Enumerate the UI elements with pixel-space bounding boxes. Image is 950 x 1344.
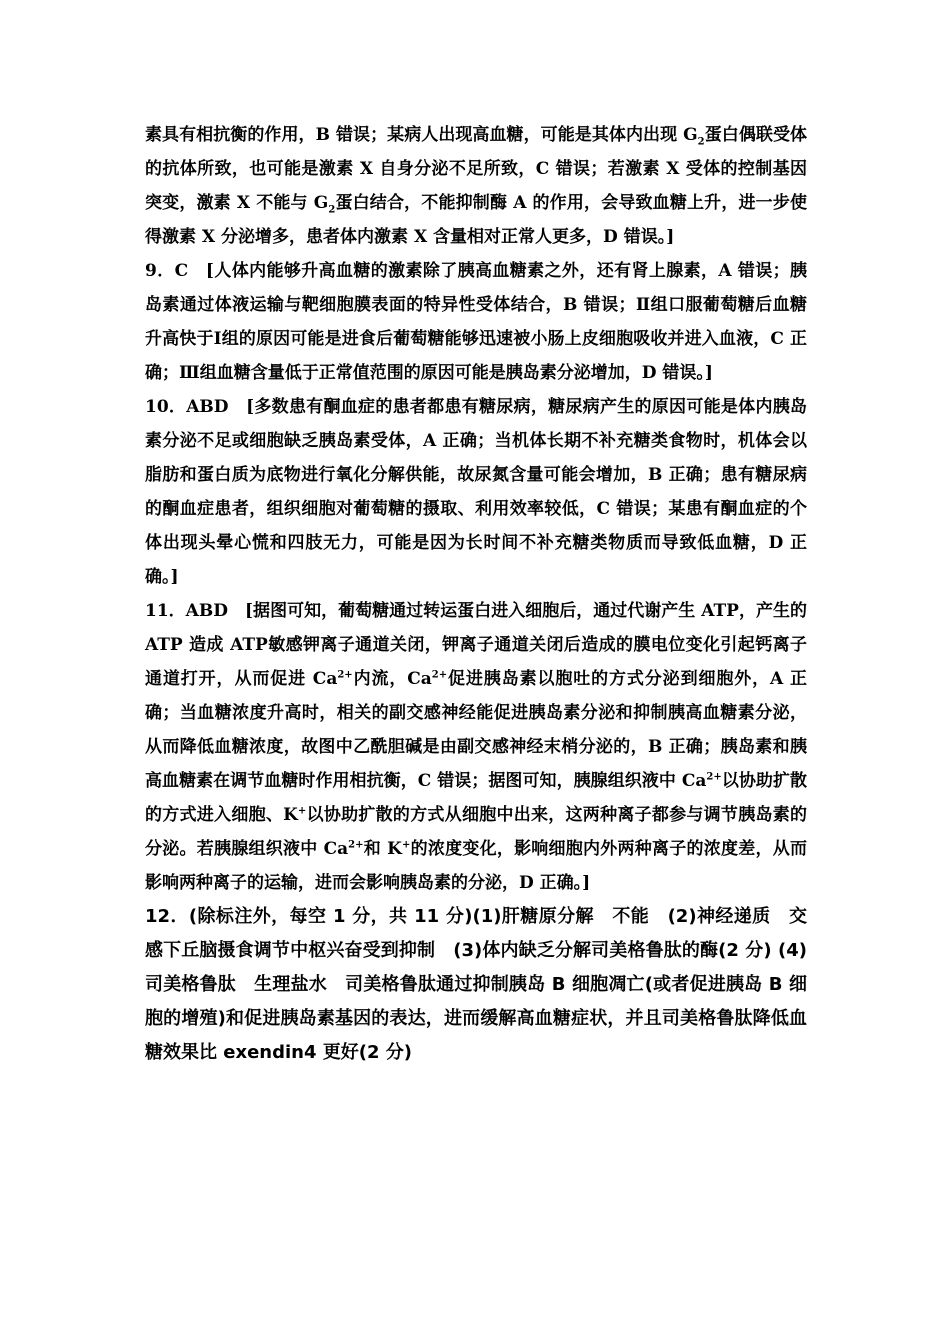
paragraph-text: 促进胰岛素以胞吐的方式分泌到细胞外，A 正确；当血糖浓度升高时，相关的副交感神经能促进胰岛素分泌和抑制胰高血糖素分泌，从而降低血糖浓度，故图中乙酰胆碱是由副交感神经末梢分泌的，B 正确；胰岛素和胰高血糖素在调节血糖时作用相抗衡，C 错误；据图可知，胰腺组织液中 Ca bbox=[145, 669, 808, 791]
superscript-text: + bbox=[401, 839, 411, 851]
paragraph-text: 11．ABD [据图可知，葡萄糖通过转运蛋白进入细胞后，通过代谢产生 ATP，产生的 ATP 造成 ATP敏感钾离子通道关闭，钾离子通道关闭后造成的膜电位变化引起钙离子通道打开，从而促进 Ca bbox=[145, 601, 807, 689]
subscript-text: 2 bbox=[328, 204, 336, 216]
paragraph-text: 蛋白结合，不能抑制酶 A 的作用，会导致血糖上升，进一步使得激素 X 分泌增多，患者体内激素 X 含量相对正常人更多，D 错误。] bbox=[145, 193, 807, 247]
superscript-text: + bbox=[297, 805, 307, 817]
paragraph-text: 素具有相抗衡的作用，B 错误；某病人出现高血糖，可能是其体内出现 G bbox=[145, 125, 698, 145]
answer-10 bbox=[145, 390, 807, 594]
answer-11 bbox=[145, 594, 807, 900]
answer-12 bbox=[145, 900, 807, 1070]
answer-8-continuation bbox=[145, 118, 807, 254]
paragraph-text: 蛋白偶联受体的抗体所致，也可能是激素 X 自身分泌不足所致，C 错误；若激素 X 受体的控制基因突变，激素 X 不能与 G bbox=[145, 125, 808, 213]
superscript-text: 2+ bbox=[706, 771, 722, 783]
paragraph-text: 10．ABD [多数患有酮血症的患者都患有糖尿病，糖尿病产生的原因可能是体内胰岛素分泌不足或细胞缺乏胰岛素受体，A 正确；当机体长期不补充糖类食物时，机体会以脂肪和蛋白质为底物进行氧化分解供能，故尿氮含量可能会增加，B 正确；患有糖尿病的酮血症患者，组织细胞对葡萄糖的摄取、利用效率较低，C 错误；某患有酮血症的个体出现头晕心慌和四肢无力，可能是因为长时间不补充糖类物质而导致低血糖，D 正确。] bbox=[145, 397, 807, 587]
superscript-text: 2+ bbox=[348, 839, 364, 851]
paragraph-text: 9．C [人体内能够升高血糖的激素除了胰高血糖素之外，还有肾上腺素，A 错误；胰岛素通过体液运输与靶细胞膜表面的特异性受体结合，B 错误；Ⅱ组口服葡萄糖后血糖升高快于Ⅰ组的原因可能是进食后葡萄糖能够迅速被小肠上皮细胞吸收并进入血液，C 正确；Ⅲ组血糖含量低于正常值范围的原因可能是胰岛素分泌增加，D 错误。] bbox=[145, 261, 807, 383]
paragraph-text: 以协助扩散的方式进入细胞、K bbox=[145, 771, 807, 825]
paragraph-text: 以协助扩散的方式从细胞中出来，这两种离子都参与调节胰岛素的分泌。若胰腺组织液中 Ca bbox=[145, 805, 807, 859]
paragraph-text: 内流，Ca bbox=[352, 669, 432, 689]
answer-9 bbox=[145, 254, 807, 390]
paragraph-text: 和 K bbox=[363, 839, 402, 859]
paragraph-text: 的浓度变化，影响细胞内外两种离子的浓度差，从而影响两种离子的运输，进而会影响胰岛素的分泌，D 正确。] bbox=[145, 839, 807, 893]
subscript-text: 2 bbox=[697, 136, 705, 148]
superscript-text: 2+ bbox=[431, 669, 448, 681]
answer-key-page bbox=[145, 118, 807, 1070]
paragraph-text: 12．(除标注外，每空 1 分，共 11 分)(1)肝糖原分解 不能 (2)神经递质 交感下丘脑摄食调节中枢兴奋受到抑制 (3)体内缺乏分解司美格鲁肽的酶(2 分) (4)司美格鲁肽 生理盐水 司美格鲁肽通过抑制胰岛 B 细胞凋亡(或者促进胰岛 B 细胞的增殖)和促进胰岛素基因的表达，进而缓解高血糖症状，并且司美格鲁肽降低血糖效果比 exendin4 更好(2 分) bbox=[145, 906, 807, 1063]
superscript-text: 2+ bbox=[337, 669, 353, 681]
